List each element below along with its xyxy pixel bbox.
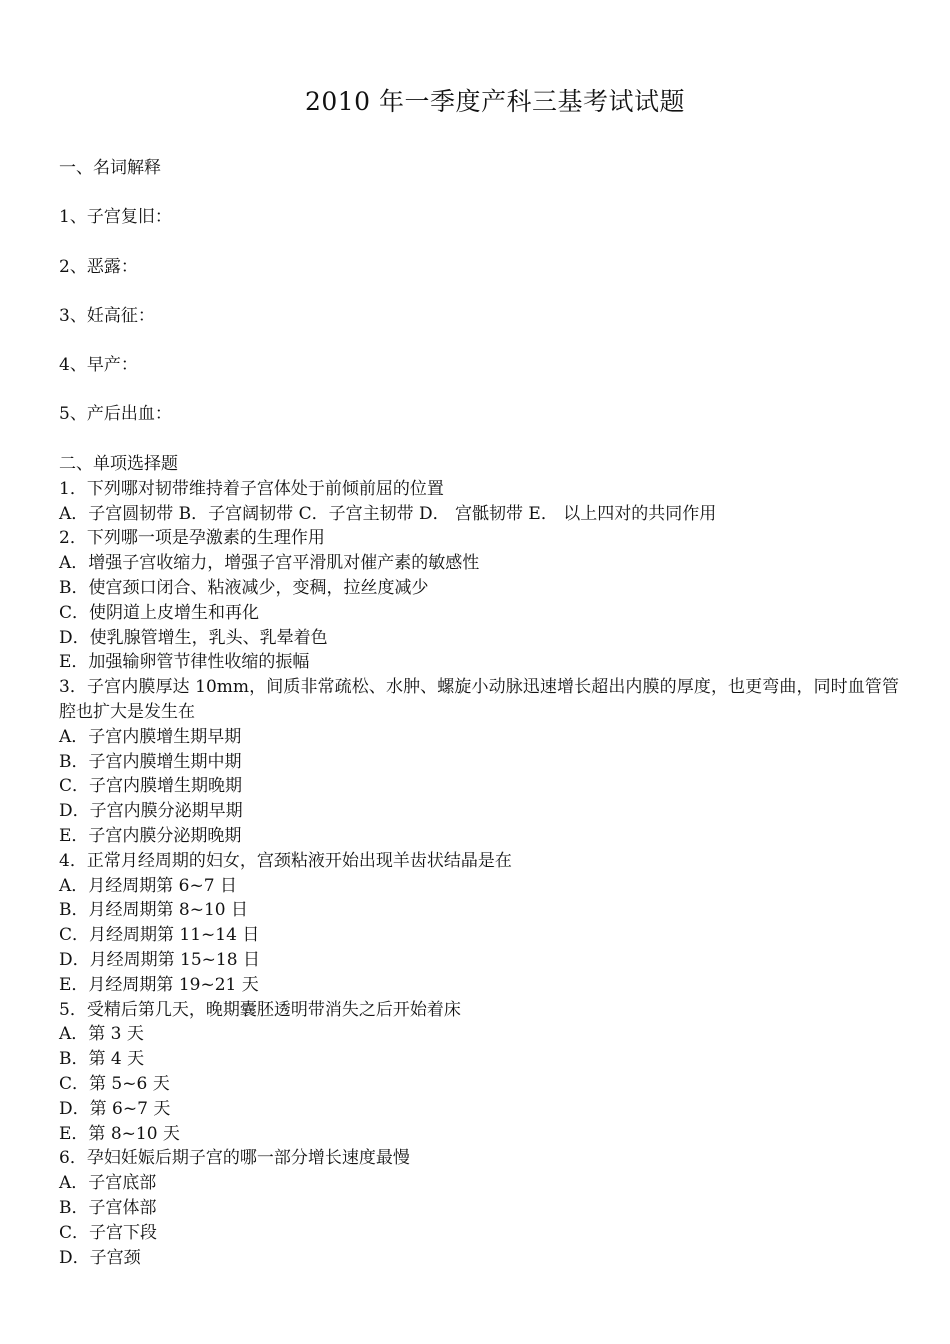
section-multiple-choice [59, 452, 899, 1270]
answer-option: C．子宫下段 [59, 1222, 158, 1243]
answer-option: A．子宫内膜增生期早期 [59, 726, 242, 747]
answer-option: D．子宫颈 [59, 1247, 141, 1268]
question-text: 2．下列哪一项是孕激素的生理作用 [59, 528, 325, 549]
answer-option: B．子宫体部 [59, 1197, 157, 1218]
answer-option: C．使阴道上皮增生和再化 [59, 602, 260, 623]
question-text: 5．受精后第几天，晚期囊胚透明带消失之后开始着床 [59, 999, 461, 1020]
answer-option: C．子宫内膜增生期晚期 [59, 776, 243, 797]
section-heading: 一、名词解释 [59, 158, 161, 178]
answer-option: B．子宫内膜增生期中期 [59, 751, 242, 772]
answer-option: E．加强输卵管节律性收缩的振幅 [59, 652, 310, 673]
answer-option: A．增强子宫收缩力，增强子宫平滑肌对催产素的敏感性 [59, 553, 480, 574]
answer-option: C．第 5~6 天 [59, 1073, 170, 1094]
answer-option: D．第 6~7 天 [59, 1098, 171, 1119]
definition-item: 5、产后出血： [59, 404, 172, 425]
answer-option: B．第 4 天 [59, 1049, 145, 1070]
definition-item: 2、恶露： [59, 256, 138, 277]
answer-option: D．月经周期第 15~18 日 [59, 949, 260, 970]
section-definitions [59, 156, 919, 452]
answer-option: D．子宫内膜分泌期早期 [59, 801, 243, 822]
question-text: 3．子宫内膜厚达 10mm，间质非常疏松、水肿、螺旋小动脉迅速增长超出内膜的厚度，也更弯曲，同时血管管腔也扩大是发生在 [59, 677, 899, 722]
answer-option: E．月经周期第 19~21 天 [59, 974, 259, 995]
answer-option: A．第 3 天 [59, 1024, 144, 1045]
answer-option: E．子宫内膜分泌期晚期 [59, 825, 242, 846]
answer-option: E．第 8~10 天 [59, 1123, 180, 1144]
answer-option: A．子宫底部 [59, 1173, 157, 1194]
document-title: 2010 年一季度产科三基考试试题 [304, 87, 686, 116]
answer-option: A．月经周期第 6~7 日 [59, 875, 237, 896]
definition-item: 4、早产： [59, 355, 138, 376]
answer-option: B．月经周期第 8~10 日 [59, 900, 248, 921]
definition-item: 3、妊高征： [59, 305, 155, 326]
answer-option: D．使乳腺管增生，乳头、乳晕着色 [59, 627, 328, 648]
answer-option: C．月经周期第 11~14 日 [59, 925, 260, 946]
question-text: 6．孕妇妊娠后期子宫的哪一部分增长速度最慢 [59, 1148, 410, 1169]
section-heading: 二、单项选择题 [59, 454, 178, 474]
answer-option: B．使宫颈口闭合、粘液减少，变稠，拉丝度减少 [59, 577, 429, 598]
answer-options: A．子宫圆韧带 B．子宫阔韧带 C．子宫主韧带 D． 宫骶韧带 E． 以上四对的共同作用 [59, 503, 717, 524]
question-text: 1．下列哪对韧带维持着子宫体处于前倾前屈的位置 [59, 478, 444, 499]
definition-item: 1、子宫复旧： [59, 207, 172, 228]
question-text: 4．正常月经周期的妇女，宫颈粘液开始出现羊齿状结晶是在 [59, 850, 512, 871]
